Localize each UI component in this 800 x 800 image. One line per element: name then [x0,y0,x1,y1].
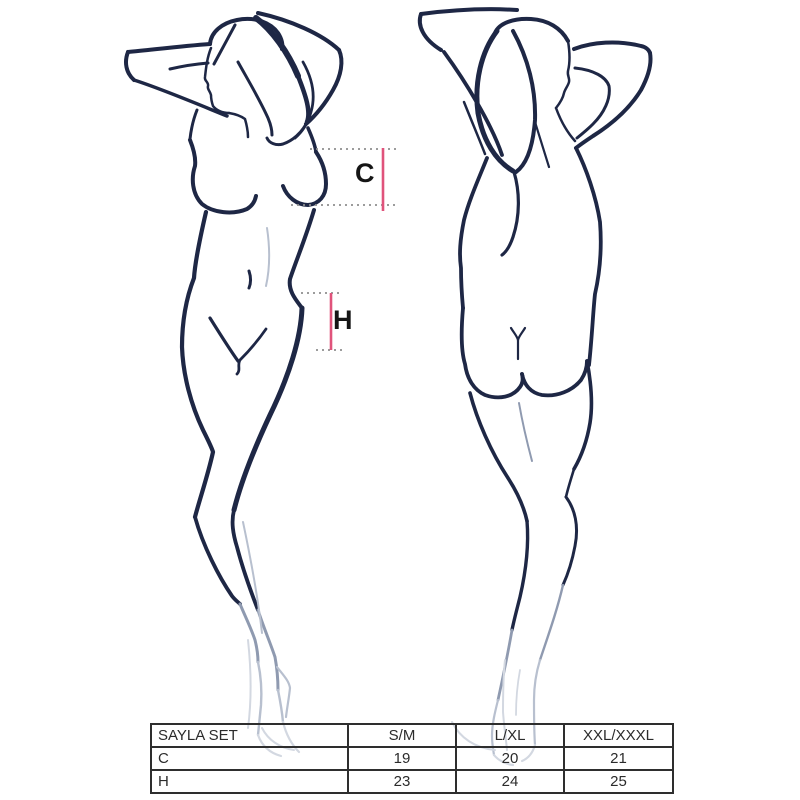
hip-value-xxlxxxl: 25 [564,770,673,793]
hip-value-lxl: 24 [456,770,564,793]
chest-value-xxlxxxl: 21 [564,747,673,770]
size-table [150,723,674,794]
size-table-header-row [151,724,673,747]
table-row-hip [151,770,673,793]
hip-marker-label: H [333,305,353,335]
header-size-lxl: L/XL [456,724,564,747]
chest-marker-label: C [355,158,375,188]
header-size-xxlxxxl: XXL/XXXL [564,724,673,747]
hip-value-sm: 23 [348,770,456,793]
back-figure-illustration [420,9,651,765]
row-label-hip: H [151,770,348,793]
table-row-chest [151,747,673,770]
header-product-name: SAYLA SET [151,724,348,747]
chest-value-lxl: 20 [456,747,564,770]
chest-value-sm: 19 [348,747,456,770]
chest-measure-guides [291,148,398,211]
row-label-chest: C [151,747,348,770]
header-size-sm: S/M [348,724,456,747]
front-figure-illustration [126,13,341,756]
